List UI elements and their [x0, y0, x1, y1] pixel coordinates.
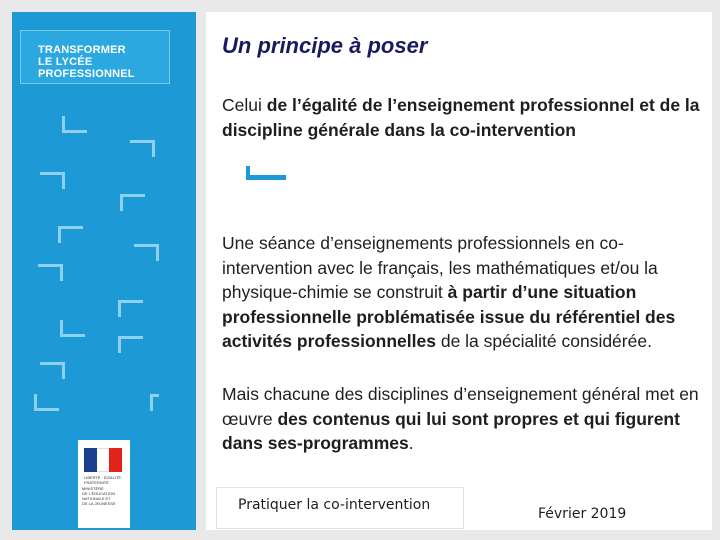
- republic-motto: LIBERTÉ · ÉGALITÉ · FRATERNITÉ: [84, 475, 124, 485]
- french-flag-icon: [84, 448, 122, 472]
- logo-line-3: PROFESSIONNEL: [38, 68, 135, 80]
- footer-date: Février 2019: [538, 506, 627, 522]
- paragraph-disciplines: Mais chacune des disciplines d’enseignement général met en œuvre des contenus qui lui sont propres et qui figurent dans ses-programmes.: [222, 384, 699, 453]
- decorative-bracket: [40, 172, 65, 189]
- decorative-bracket: [118, 336, 143, 353]
- decorative-bracket: [150, 394, 159, 411]
- ministry-logo: [78, 440, 130, 528]
- paragraph-equality: Celui de l’égalité de l’enseignement professionnel et de la discipline générale dans la co-intervention: [222, 95, 700, 140]
- logo-line-2: LE LYCÉE: [38, 56, 93, 68]
- accent-bracket: [246, 166, 286, 180]
- decorative-bracket: [120, 194, 145, 211]
- slide-title: Un principe à poser: [222, 33, 428, 58]
- logo-line-1: TRANSFORMER: [38, 44, 126, 56]
- decorative-bracket: [34, 394, 59, 411]
- program-logo-text: [38, 44, 135, 80]
- decorative-bracket: [134, 244, 159, 261]
- decorative-bracket: [130, 140, 155, 157]
- ministry-name: MINISTÈRE DE L'ÉDUCATION NATIONALE ET DE LA JEUNESSE: [82, 486, 116, 506]
- decorative-bracket: [62, 116, 87, 133]
- decorative-bracket: [38, 264, 63, 281]
- decorative-bracket: [40, 362, 65, 379]
- decorative-bracket: [60, 320, 85, 337]
- decorative-bracket: [118, 300, 143, 317]
- decorative-bracket: [58, 226, 83, 243]
- footer-title: Pratiquer la co-intervention: [238, 497, 431, 513]
- paragraph-session: Une séance d’enseignements professionnels en co-intervention avec le français, les mathématiques et/ou la physique-chimie se construit à partir d’une situation professionnelle problématisée issue du référentiel des activités professionnelles de la spécialité considérée.: [222, 233, 676, 351]
